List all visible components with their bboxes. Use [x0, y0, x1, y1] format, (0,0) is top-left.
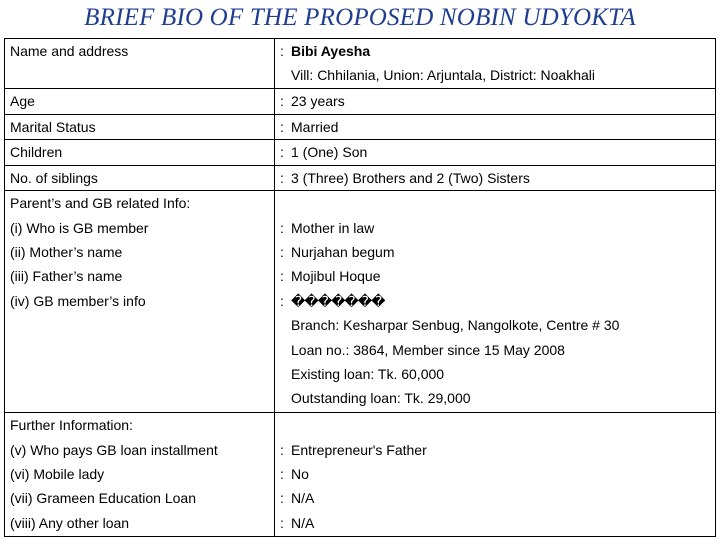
name-address-label: Name and address — [10, 43, 129, 59]
gb-detail-line: Existing loan: Tk. 60,000 — [291, 366, 445, 383]
colon: : — [280, 268, 284, 285]
further-info-label: (vi) Mobile lady — [10, 465, 105, 482]
colon: : — [280, 219, 284, 236]
name-value: Bibi Ayesha — [291, 43, 371, 59]
parent-info-value: Nurjahan begum — [291, 244, 395, 261]
further-info-heading: Further Information: — [10, 417, 133, 434]
colon: : — [280, 43, 284, 59]
further-info-label: (viii) Any other loan — [10, 514, 130, 531]
bio-table — [4, 38, 716, 537]
siblings-value: 3 (Three) Brothers and 2 (Two) Sisters — [291, 169, 530, 186]
colon: : — [280, 144, 284, 161]
row-further-info — [5, 413, 716, 537]
parent-info-value: Mojibul Hoque — [291, 268, 381, 285]
parent-info-heading: Parent’s and GB related Info: — [10, 195, 191, 212]
further-info-value: Entrepreneur's Father — [291, 441, 427, 458]
age-value: 23 years — [291, 93, 345, 110]
row-siblings — [5, 165, 716, 191]
further-info-value: N/A — [291, 514, 315, 531]
colon: : — [280, 292, 284, 309]
parent-info-label: (i) Who is GB member — [10, 219, 149, 236]
parent-info-label: (iv) GB member’s info — [10, 292, 146, 309]
age-label: Age — [10, 93, 35, 110]
colon: : — [280, 169, 284, 186]
colon: : — [280, 441, 284, 458]
address-value: Vill: Chhilania, Union: Arjuntala, District: Noakhali — [291, 67, 595, 84]
gb-detail-line: Branch: Kesharpar Senbug, Nangolkote, Centre # 30 — [291, 317, 620, 334]
row-name-address — [5, 39, 716, 89]
colon: : — [280, 118, 284, 135]
colon: : — [280, 514, 284, 531]
parent-info-value: Mother in law — [291, 219, 375, 236]
siblings-label: No. of siblings — [10, 169, 98, 186]
colon: : — [280, 490, 284, 507]
further-info-label: (v) Who pays GB loan installment — [10, 441, 218, 458]
row-age — [5, 89, 716, 115]
gb-detail-line: Outstanding loan: Tk. 29,000 — [291, 390, 471, 407]
parent-info-label: (ii) Mother’s name — [10, 244, 123, 261]
marital-status-value: Married — [291, 118, 339, 135]
gb-detail-line: Loan no.: 3864, Member since 15 May 2008 — [291, 341, 565, 358]
colon: : — [280, 465, 284, 482]
row-marital-status — [5, 114, 716, 140]
gb-member-info-value: ������� — [291, 292, 385, 309]
marital-status-label: Marital Status — [10, 118, 96, 135]
children-label: Children — [10, 144, 63, 161]
further-info-label: (vii) Grameen Education Loan — [10, 490, 196, 507]
colon: : — [280, 244, 284, 261]
parent-info-label: (iii) Father’s name — [10, 268, 123, 285]
further-info-value: N/A — [291, 490, 315, 507]
colon: : — [280, 93, 284, 110]
row-children — [5, 140, 716, 166]
children-value: 1 (One) Son — [291, 144, 368, 161]
further-info-value: No — [291, 465, 309, 482]
document-title: BRIEF BIO OF THE PROPOSED NOBIN UDYOKTA — [84, 4, 636, 31]
row-parent-gb-info — [5, 191, 716, 413]
